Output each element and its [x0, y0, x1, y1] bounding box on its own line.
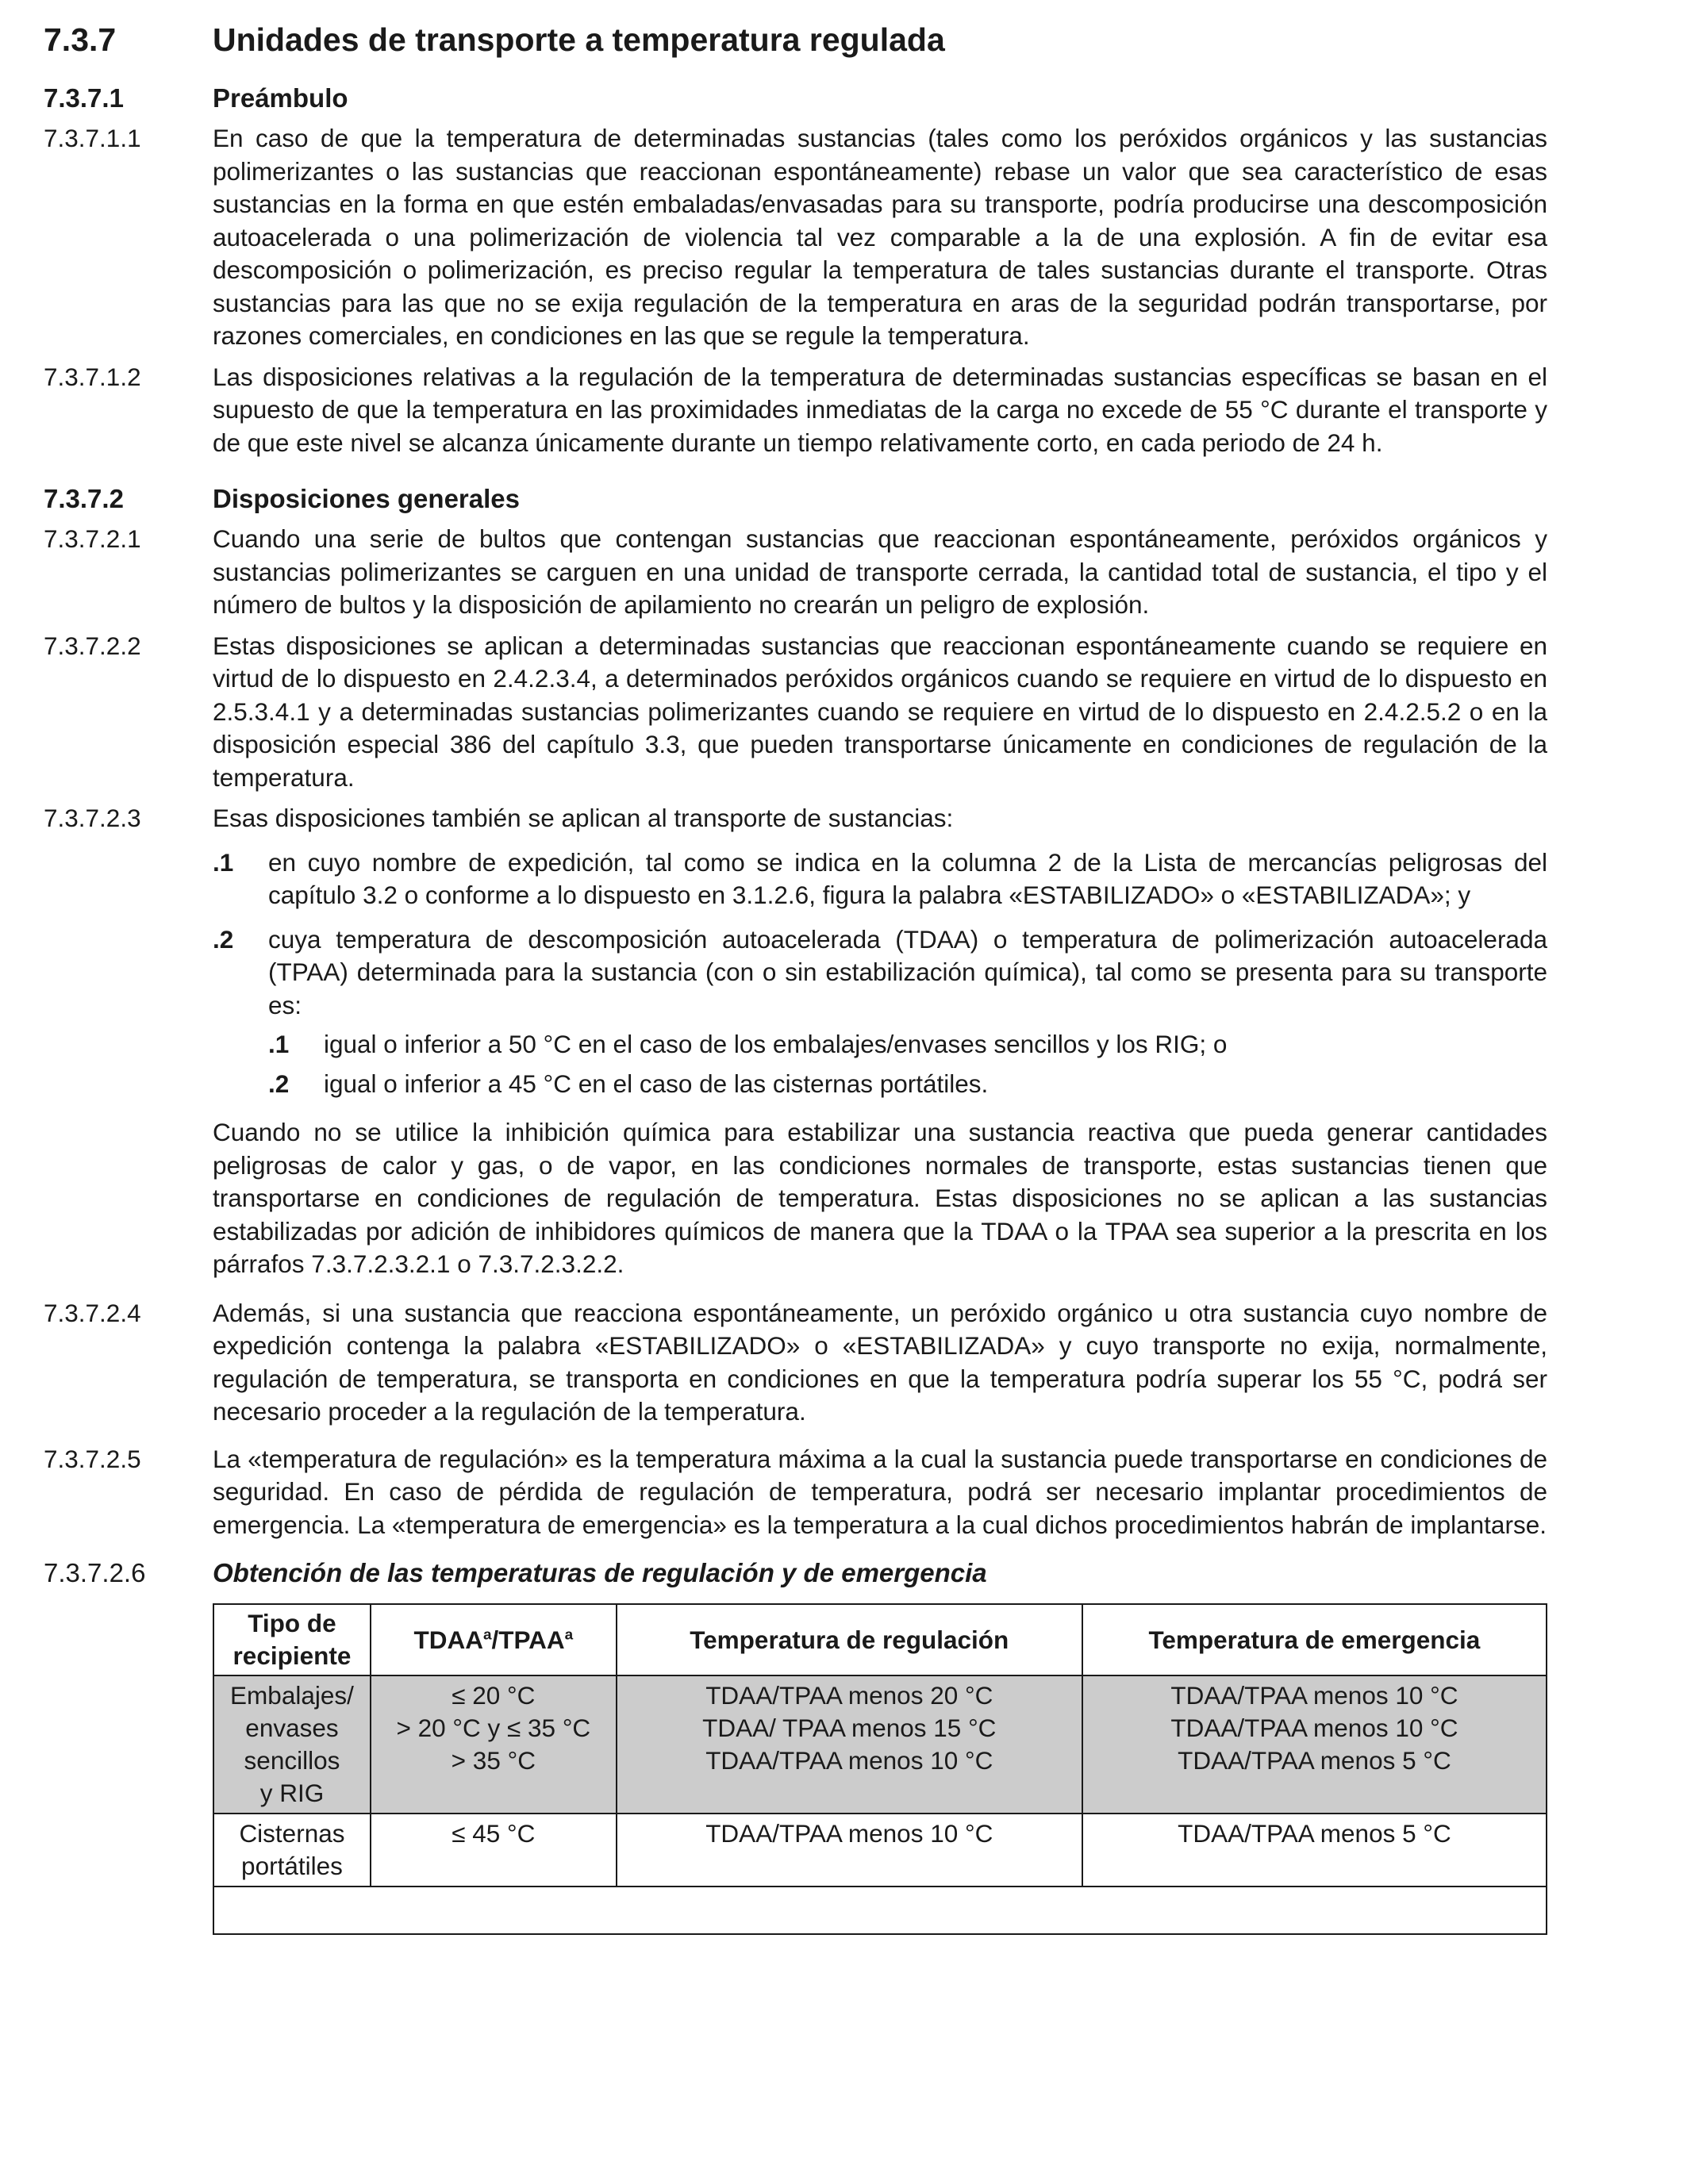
cell-line: ≤ 45 °C	[452, 1819, 536, 1848]
list-item-label: .1	[213, 847, 234, 877]
header-tdaa-tpaa	[371, 1604, 617, 1675]
list-item-text: igual o inferior a 50 °C en el caso de los embalajes/envases sencillos y los RIG; o	[324, 1030, 1228, 1058]
subsection-number: 7.3.7.2	[44, 484, 124, 513]
list-item-text: cuya temperatura de descomposición autoacelerada (TDAA) o temperatura de polimerización autoacelerada (TPAA) determinada para la sustancia (con o sin estabilización química), tal como se presenta para su transporte es:	[268, 924, 1547, 1019]
paragraph-text: Las disposiciones relativas a la regulación de la temperatura de determinadas sustancias específicas se basan en el supuesto de que la temperatura en las proximidades inmediatas de la carga no excede de 55 °C durante el transporte y de que este nivel se alcanza únicamente durante un tiempo relativamente corto, en cada periodo de 24 h.	[213, 362, 1547, 457]
cell-line: envases	[245, 1714, 339, 1742]
table-footer-row	[213, 1887, 1547, 1934]
paragraph-7-3-7-1-1	[44, 122, 1547, 353]
paragraph-text: La «temperatura de regulación» es la temperatura máxima a la cual la sustancia puede transportarse en condiciones de seguridad. En caso de pérdida de regulación de temperatura, podrá ser necesario implantar procedimientos de emergencia. La «temperatura de emergencia» es la temperatura a la cual dichos procedimientos habrán de implantarse.	[213, 1444, 1547, 1539]
temperature-table	[213, 1603, 1547, 1935]
section-title: Unidades de transporte a temperatura regulada	[213, 21, 945, 58]
empty-cell	[213, 1887, 1547, 1934]
cell-line: TDAA/TPAA menos 10 °C	[705, 1746, 993, 1775]
paragraph-number: 7.3.7.2.6	[44, 1558, 146, 1587]
paragraph-7-3-7-2-2	[44, 630, 1547, 795]
paragraph-number: 7.3.7.2.2	[44, 631, 141, 660]
list-item-label: .1	[268, 1030, 290, 1058]
table-row	[213, 1675, 1547, 1814]
subsection-number: 7.3.7.1	[44, 83, 124, 113]
spacer	[44, 459, 1547, 483]
cell-tdaa	[371, 1814, 617, 1887]
cell-line: > 20 °C y ≤ 35 °C	[396, 1714, 591, 1742]
footnote-marker: a	[564, 1626, 574, 1643]
subsection-heading-preambulo	[44, 83, 1547, 114]
list-subitem-1	[268, 1028, 1547, 1061]
header-tipo-recipiente: Tipo de recipiente	[213, 1604, 371, 1675]
cell-emergencia	[1082, 1675, 1547, 1814]
table-header-row	[213, 1604, 1547, 1675]
paragraph-heading-7-3-7-2-6	[44, 1557, 1547, 1589]
cell-regulacion	[617, 1675, 1082, 1814]
cell-line: TDAA/TPAA menos 10 °C	[1170, 1681, 1458, 1710]
cell-line: Embalajes/	[230, 1681, 354, 1710]
paragraph-7-3-7-2-5	[44, 1443, 1547, 1542]
paragraph-7-3-7-1-2	[44, 361, 1547, 460]
cell-line: TDAA/TPAA menos 5 °C	[1178, 1746, 1451, 1775]
header-tdaa-text: TDAA	[413, 1625, 483, 1654]
cell-line: TDAA/TPAA menos 10 °C	[705, 1819, 993, 1848]
list-item-text: en cuyo nombre de expedición, tal como se indica en la columna 2 de la Lista de mercancías peligrosas del capítulo 3.2 o conforme a lo dispuesto en 3.1.2.6, figura la palabra «ESTABILIZADO» o «ESTABILIZADA»; y	[268, 847, 1547, 909]
paragraph-number: 7.3.7.2.4	[44, 1298, 141, 1327]
paragraph-7-3-7-2-4	[44, 1297, 1547, 1429]
cell-line: portátiles	[241, 1852, 343, 1880]
cell-line: TDAA/TPAA menos 5 °C	[1178, 1819, 1451, 1848]
subsection-title: Preámbulo	[213, 83, 348, 113]
paragraph-text: Cuando una serie de bultos que contengan sustancias que reaccionan espontáneamente, peróxidos orgánicos y sustancias polimerizantes se carguen en una unidad de transporte cerrada, la cantidad total de sustancia, el tipo y el número de bultos y la disposición de apilamiento no crearán un peligro de explosión.	[213, 524, 1547, 619]
list-item-label: .2	[213, 924, 234, 954]
paragraph-title: Obtención de las temperaturas de regulación y de emergencia	[213, 1558, 987, 1587]
cell-regulacion	[617, 1814, 1082, 1887]
cell-line: sencillos	[244, 1746, 340, 1775]
cell-line: ≤ 20 °C	[452, 1681, 536, 1710]
paragraph-number: 7.3.7.1.2	[44, 362, 141, 391]
section-number: 7.3.7	[44, 21, 117, 58]
cell-line: TDAA/TPAA menos 10 °C	[1170, 1714, 1458, 1742]
header-tpaa-text: /TPAA	[491, 1625, 565, 1654]
section-heading	[44, 16, 1547, 71]
cell-line: y RIG	[259, 1779, 325, 1807]
list-item-text: igual o inferior a 45 °C en el caso de las cisternas portátiles.	[324, 1069, 989, 1098]
header-temperatura-regulacion: Temperatura de regulación	[617, 1604, 1082, 1675]
table-row	[213, 1814, 1547, 1887]
paragraph-continuation: Cuando no se utilice la inhibición química para estabilizar una sustancia reactiva que pueda generar cantidades peligrosas de calor y gas, o de vapor, en las condiciones normales de transporte, estas sustancias tienen que transportarse en condiciones de regulación de temperatura. Estas disposiciones no se aplican a las sustancias estabilizadas por adición de inhibidores químicos de manera que la TDAA o la TPAA sea superior a la prescrita en los párrafos 7.3.7.2.3.2.1 o 7.3.7.2.3.2.2.	[213, 1118, 1547, 1278]
list-item-1	[213, 846, 1547, 912]
cell-tipo	[213, 1675, 371, 1814]
paragraph-text: En caso de que la temperatura de determinadas sustancias (tales como los peróxidos orgánicos y las sustancias polimerizantes o las sustancias que reaccionan espontáneamente) rebase un valor que sea característico de esas sustancias en la forma en que estén embaladas/envasadas para su transporte, podría producirse una descomposición autoacelerada o una polimerización de violencia tal vez comparable a la de una explosión. A fin de evitar esa descomposición o polimerización, es preciso regular la temperatura de tales sustancias durante el transporte. Otras sustancias para las que no se exija regulación de la temperatura en aras de la seguridad podrán transportarse, por razones comerciales, en condiciones en las que se regule la temperatura.	[213, 124, 1547, 350]
subsection-heading-disposiciones	[44, 483, 1547, 515]
cell-emergencia	[1082, 1814, 1547, 1887]
paragraph-text: Estas disposiciones se aplican a determinadas sustancias que reaccionan espontáneamente cuando se requiere en virtud de lo dispuesto en 2.4.2.3.4, a determinados peróxidos orgánicos cuando se requiere en virtud de lo dispuesto en 2.5.3.4.1 y a determinadas sustancias polimerizantes cuando se requiere en virtud de lo dispuesto en 2.4.2.5.2 o en la disposición especial 386 del capítulo 3.3, que pueden transportarse únicamente en condiciones de regulación de la temperatura.	[213, 631, 1547, 792]
list-item-label: .2	[268, 1069, 290, 1098]
footnote-marker: a	[482, 1626, 492, 1643]
list-item-2	[213, 923, 1547, 1023]
paragraph-text: Esas disposiciones también se aplican al transporte de sustancias:	[213, 804, 954, 832]
paragraph-7-3-7-2-1	[44, 523, 1547, 622]
cell-line: Cisternas	[239, 1819, 345, 1848]
cell-tdaa	[371, 1675, 617, 1814]
list-subitem-2	[268, 1068, 1547, 1101]
cell-line: TDAA/ TPAA menos 15 °C	[702, 1714, 997, 1742]
cell-tipo	[213, 1814, 371, 1887]
paragraph-7-3-7-2-3	[44, 802, 1547, 835]
subsection-title: Disposiciones generales	[213, 484, 520, 513]
document-page	[44, 16, 1547, 1935]
cell-line: > 35 °C	[451, 1746, 536, 1775]
paragraph-text: Además, si una sustancia que reacciona espontáneamente, un peróxido orgánico u otra sustancia cuyo nombre de expedición contenga la palabra «ESTABILIZADO» o «ESTABILIZADA» y cuyo transporte no exija, normalmente, regulación de temperatura, se transporta en condiciones en que la temperatura podría superar los 55 °C, podrá ser necesario proceder a la regulación de la temperatura.	[213, 1298, 1547, 1426]
header-temperatura-emergencia: Temperatura de emergencia	[1082, 1604, 1547, 1675]
paragraph-number: 7.3.7.2.5	[44, 1444, 141, 1473]
cell-line: TDAA/TPAA menos 20 °C	[705, 1681, 993, 1710]
paragraph-number: 7.3.7.1.1	[44, 124, 141, 152]
paragraph-number: 7.3.7.2.3	[44, 804, 141, 832]
paragraph-number: 7.3.7.2.1	[44, 524, 141, 553]
